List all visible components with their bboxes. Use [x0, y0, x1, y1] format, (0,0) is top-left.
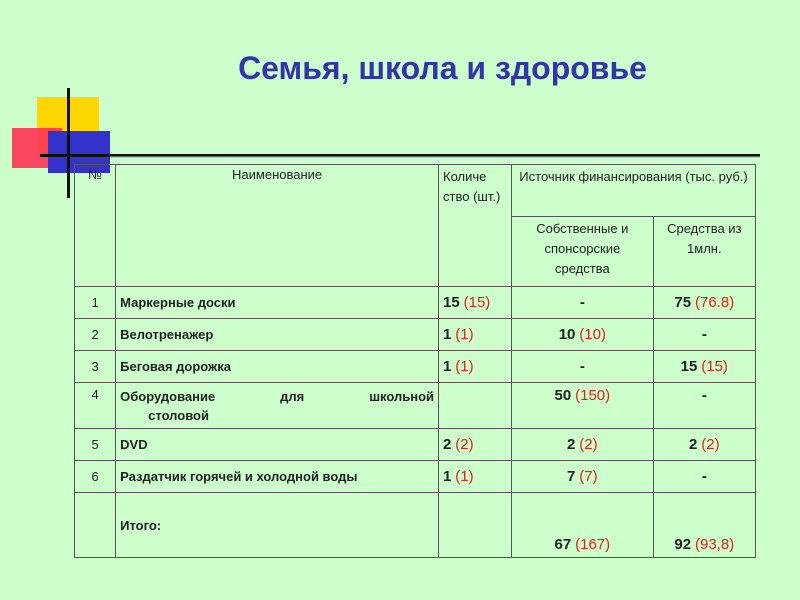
- row-own: 7 (7): [512, 461, 654, 493]
- header-own: Собственные и спонсорские средства: [512, 217, 654, 287]
- row-mil: 2 (2): [653, 429, 755, 461]
- total-label: Итого:: [116, 493, 439, 558]
- row-qty: 15 (15): [439, 287, 512, 319]
- row-mil: -: [653, 461, 755, 493]
- header-mil: Средства из 1млн.: [653, 217, 755, 287]
- row-name: DVD: [116, 429, 439, 461]
- row-own: 50 (150): [512, 383, 654, 429]
- row-own: 2 (2): [512, 429, 654, 461]
- row-name: Велотренажер: [116, 319, 439, 351]
- header-source: Источник финансирования (тыс. руб.): [512, 165, 756, 217]
- row-num: 3: [75, 351, 116, 383]
- row-num: 5: [75, 429, 116, 461]
- table-row: [75, 461, 756, 493]
- title-underline-shadow: [110, 156, 760, 158]
- row-mil: -: [653, 319, 755, 351]
- row-own: -: [512, 287, 654, 319]
- row-name: Раздатчик горячей и холодной воды: [116, 461, 439, 493]
- row-mil: -: [653, 383, 755, 429]
- table-row: [75, 383, 756, 429]
- table-row: [75, 287, 756, 319]
- table-row: [75, 319, 756, 351]
- row-qty: 1 (1): [439, 461, 512, 493]
- row-mil: 75 (76.8): [653, 287, 755, 319]
- row-own: 10 (10): [512, 319, 654, 351]
- row-name: Оборудование для школьной столовой: [116, 383, 439, 429]
- funding-table: [74, 164, 756, 558]
- row-num: 1: [75, 287, 116, 319]
- row-num: 6: [75, 461, 116, 493]
- row-own: -: [512, 351, 654, 383]
- total-own: 67 (167): [512, 493, 654, 558]
- row-name: Маркерные доски: [116, 287, 439, 319]
- row-qty: 1 (1): [439, 351, 512, 383]
- row-mil: 15 (15): [653, 351, 755, 383]
- row-num: 4: [75, 383, 116, 429]
- page-title: Семья, школа и здоровье: [238, 50, 647, 86]
- total-mil: 92 (93,8): [653, 493, 755, 558]
- row-qty: [439, 383, 512, 429]
- total-row: [75, 493, 756, 558]
- row-qty: 1 (1): [439, 319, 512, 351]
- header-num: №: [75, 165, 116, 287]
- row-qty: 2 (2): [439, 429, 512, 461]
- table-row: [75, 351, 756, 383]
- row-name: Беговая дорожка: [116, 351, 439, 383]
- logo-vertical-line: [67, 88, 70, 198]
- header-qty: Количе ство (шт.): [439, 165, 512, 287]
- header-name: Наименование: [116, 165, 439, 287]
- row-num: 2: [75, 319, 116, 351]
- table-row: [75, 429, 756, 461]
